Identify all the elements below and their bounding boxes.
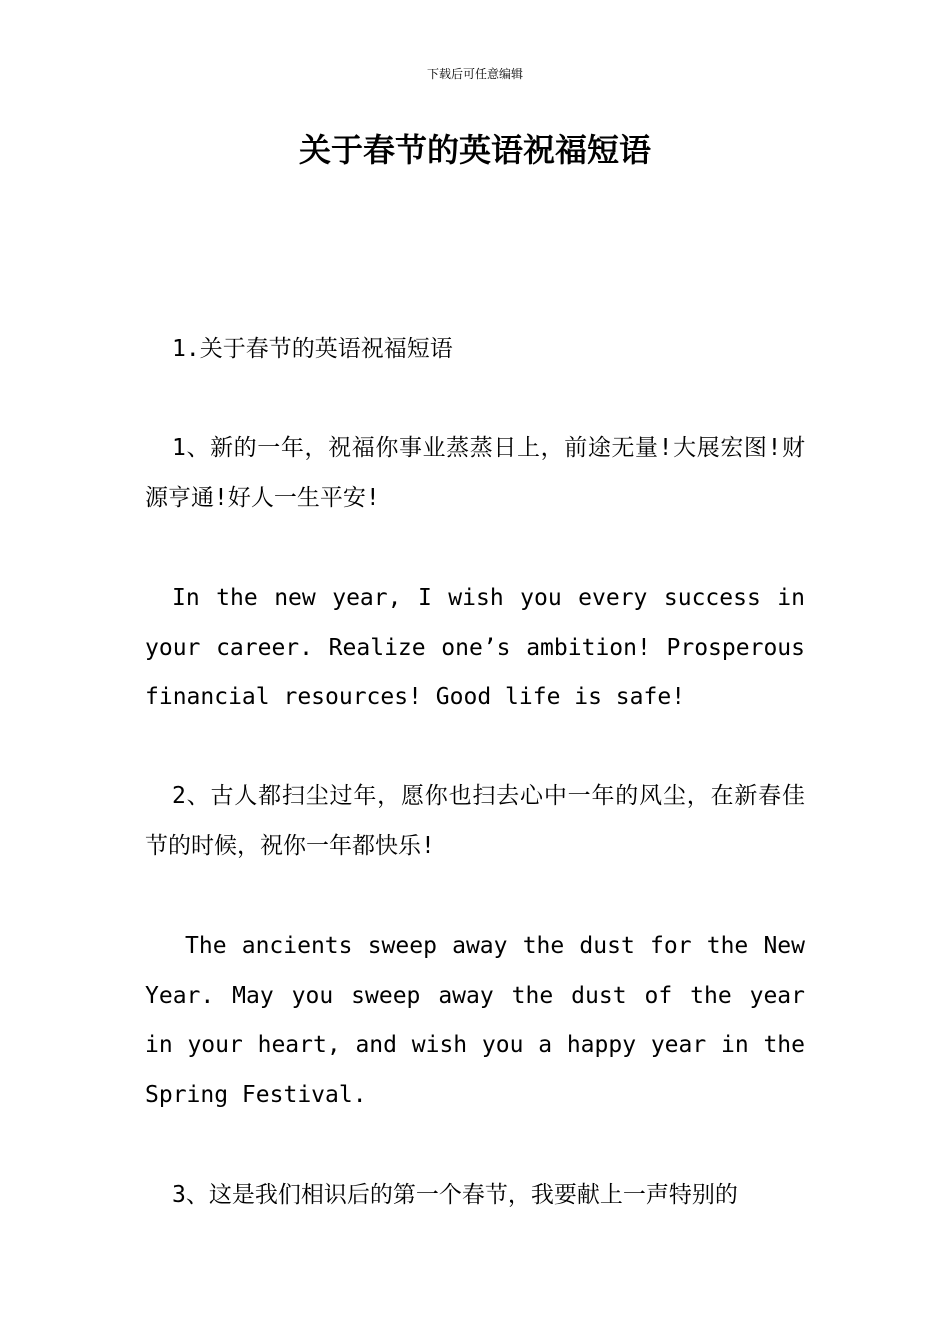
english-paragraph-1: In the new year, I wish you every success in your career. Realize one’s ambition! Prosperous financial resources! Good life is safe!	[145, 585, 805, 711]
section-heading: 1.关于春节的英语祝福短语	[172, 336, 453, 362]
english-paragraph-2: The ancients sweep away the dust for the New Year. May you sweep away the dust of the year in your heart, and wish you a happy year in the Spring Festival.	[145, 933, 805, 1108]
chinese-paragraph-2: 2、古人都扫尘过年，愿你也扫去心中一年的风尘，在新春佳节的时候，祝你一年都快乐!	[145, 783, 805, 859]
document-title: 关于春节的英语祝福短语	[298, 131, 651, 169]
header-note: 下载后可任意编辑	[426, 67, 523, 81]
chinese-paragraph-1: 1、新的一年，祝福你事业蒸蒸日上，前途无量!大展宏图!财源亨通!好人一生平安!	[145, 435, 805, 511]
chinese-paragraph-3: 3、这是我们相识后的第一个春节，我要献上一声特别的	[172, 1182, 738, 1208]
